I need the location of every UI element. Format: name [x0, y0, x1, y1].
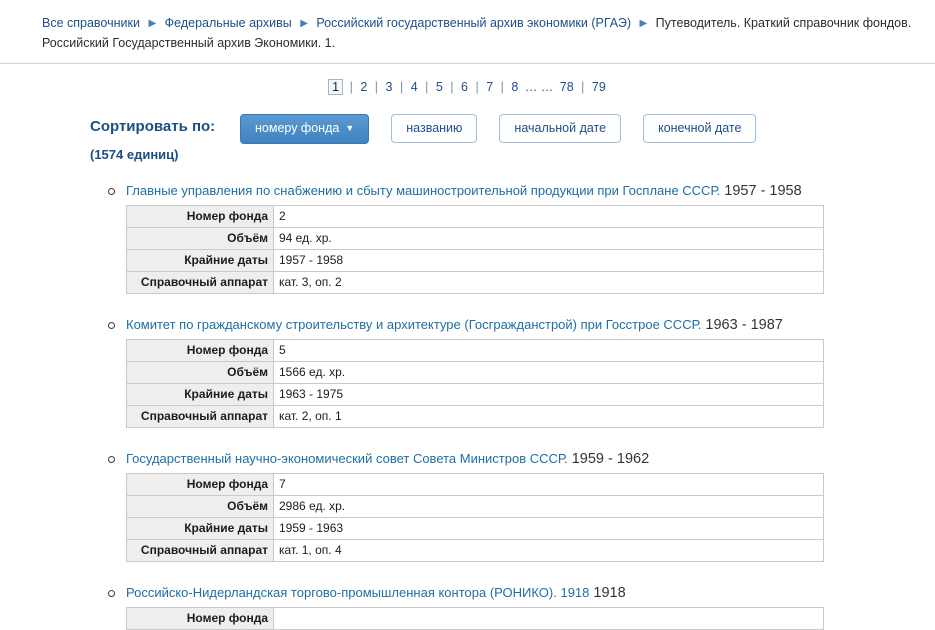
list-item	[108, 182, 935, 294]
list-item	[108, 450, 935, 562]
table-row	[127, 384, 824, 406]
row-value-volume: 1566 ед. хр.	[274, 362, 824, 384]
fund-list	[0, 182, 935, 630]
table-row	[127, 540, 824, 562]
table-row	[127, 518, 824, 540]
fund-dates-inline: 1959 - 1962	[571, 451, 650, 467]
row-label-apparatus: Справочный аппарат	[127, 406, 274, 428]
pagination-divider: |	[500, 80, 504, 94]
table-row	[127, 362, 824, 384]
pagination-divider: |	[425, 80, 429, 94]
pagination-divider: |	[349, 80, 353, 94]
pagination-page-8[interactable]: 8	[511, 80, 519, 94]
pagination-page-3[interactable]: 3	[385, 80, 393, 94]
table-row	[127, 228, 824, 250]
sort-label: Сортировать по:	[90, 118, 216, 135]
sort-by-end-date-button[interactable]	[643, 114, 756, 143]
pagination-page-78[interactable]: 78	[559, 80, 574, 94]
pagination-page-7[interactable]: 7	[486, 80, 494, 94]
row-value-apparatus: кат. 3, оп. 2	[274, 272, 824, 294]
list-item	[108, 584, 935, 630]
sort-by-name-button[interactable]	[391, 114, 477, 143]
fund-dates-inline: 1963 - 1987	[705, 317, 783, 333]
sort-by-start-date-button[interactable]	[499, 114, 621, 143]
breadcrumb-separator-icon: ▶	[300, 18, 308, 29]
row-label-dates: Крайние даты	[127, 250, 274, 272]
sort-controls	[0, 112, 935, 164]
fund-details-table	[126, 607, 824, 630]
pagination-page-5[interactable]: 5	[435, 80, 443, 94]
table-row	[127, 608, 824, 630]
table-row	[127, 474, 824, 496]
fund-details-table	[126, 339, 824, 428]
table-row	[127, 206, 824, 228]
sort-by-fund-number-button[interactable]	[240, 114, 369, 144]
sort-button-group	[240, 112, 756, 144]
pagination-page-6[interactable]: 6	[461, 80, 468, 94]
row-label-number: Номер фонда	[127, 608, 274, 630]
row-value-dates: 1963 - 1975	[274, 384, 824, 406]
row-label-apparatus: Справочный аппарат	[127, 540, 274, 562]
pagination-divider: |	[450, 80, 454, 94]
bullet-icon	[108, 590, 115, 597]
fund-details-table	[126, 473, 824, 562]
chevron-down-icon: ▼	[345, 123, 355, 133]
fund-details-table	[126, 205, 824, 294]
fund-header	[108, 450, 935, 468]
pagination-divider: |	[374, 80, 379, 94]
row-label-apparatus: Справочный аппарат	[127, 272, 274, 294]
row-label-volume: Объём	[127, 362, 274, 384]
table-row	[127, 496, 824, 518]
fund-dates-inline: 1957 - 1958	[724, 183, 802, 199]
row-label-volume: Объём	[127, 496, 274, 518]
sort-by-name-label: названию	[406, 121, 463, 135]
table-row	[127, 250, 824, 272]
row-value-number: 2	[274, 206, 824, 228]
sort-by-end-date-label: конечной дате	[658, 121, 742, 135]
breadcrumb-item-current: Путеводитель. Краткий справочник фондов. Российский Государственный архив Экономики. 1.	[42, 16, 912, 50]
pagination-divider: |	[581, 80, 585, 94]
fund-title-link[interactable]: Государственный научно-экономический совет Совета Министров СССР.	[126, 451, 568, 466]
fund-header	[108, 584, 935, 602]
pagination-ellipsis: … …	[524, 80, 554, 94]
table-row	[127, 406, 824, 428]
row-label-number: Номер фонда	[127, 474, 274, 496]
breadcrumb-item-rgae[interactable]: Российский государственный архив экономики (РГАЭ)	[316, 16, 631, 30]
sort-by-fund-number-label: номеру фонда	[255, 121, 340, 135]
row-label-number: Номер фонда	[127, 206, 274, 228]
breadcrumb-separator-icon: ▶	[639, 18, 648, 29]
pagination-page-2[interactable]: 2	[360, 80, 368, 94]
row-value-dates: 1957 - 1958	[274, 250, 824, 272]
row-label-dates: Крайние даты	[127, 518, 274, 540]
table-row	[127, 272, 824, 294]
bullet-icon	[108, 456, 115, 463]
row-label-volume: Объём	[127, 228, 274, 250]
breadcrumb	[0, 0, 935, 64]
row-value-dates: 1959 - 1963	[274, 518, 824, 540]
pagination	[0, 80, 935, 94]
pagination-divider: |	[399, 80, 404, 94]
row-label-number: Номер фонда	[127, 340, 274, 362]
fund-header	[108, 182, 935, 200]
breadcrumb-separator-icon: ▶	[148, 18, 157, 29]
breadcrumb-item-all-guides[interactable]: Все справочники	[42, 16, 140, 30]
fund-title-link[interactable]: Главные управления по снабжению и сбыту машиностроительной продукции при Госплане СССР.	[126, 183, 721, 198]
row-value-volume: 2986 ед. хр.	[274, 496, 824, 518]
units-count: (1574 единиц)	[90, 147, 179, 162]
pagination-page-79[interactable]: 79	[591, 80, 606, 94]
fund-title-link[interactable]: Российско-Нидерландская торгово-промышленная контора (РОНИКО). 1918	[126, 585, 590, 600]
sort-by-start-date-label: начальной дате	[514, 121, 607, 135]
row-value-apparatus: кат. 1, оп. 4	[274, 540, 824, 562]
bullet-icon	[108, 188, 115, 195]
sort-label-block	[90, 112, 240, 164]
table-row	[127, 340, 824, 362]
row-value-number: 7	[274, 474, 824, 496]
row-value-number: 5	[274, 340, 824, 362]
fund-title-link[interactable]: Комитет по гражданскому строительству и архитектуре (Госгражданстрой) при Госстрое СССР.	[126, 317, 702, 332]
breadcrumb-item-federal-archives[interactable]: Федеральные архивы	[164, 16, 292, 30]
row-label-dates: Крайние даты	[127, 384, 274, 406]
pagination-divider: |	[475, 80, 479, 94]
row-value-volume: 94 ед. хр.	[274, 228, 824, 250]
pagination-page-4[interactable]: 4	[410, 80, 418, 94]
row-value-apparatus: кат. 2, оп. 1	[274, 406, 824, 428]
fund-header	[108, 316, 935, 334]
row-value-number	[274, 608, 824, 630]
list-item	[108, 316, 935, 428]
bullet-icon	[108, 322, 115, 329]
fund-dates-inline: 1918	[593, 585, 626, 601]
pagination-page-1: 1	[328, 79, 343, 95]
